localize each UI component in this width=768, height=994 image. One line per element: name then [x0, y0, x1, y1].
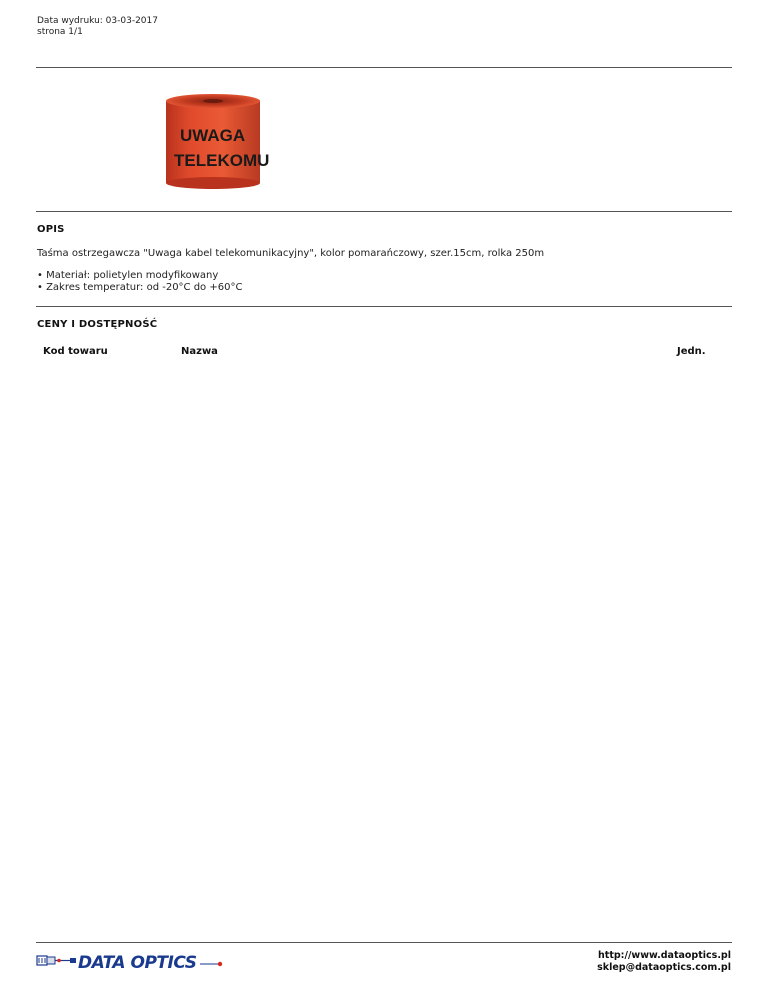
column-header-unit: Jedn. [677, 346, 706, 357]
divider [36, 942, 732, 943]
column-header-name: Nazwa [181, 346, 218, 357]
feature-item: • Materiał: polietylen modyfikowany [37, 270, 219, 281]
divider [36, 67, 732, 68]
data-optics-logo [36, 949, 226, 973]
description-title: OPIS [37, 224, 65, 235]
tape-print-line2: TELEKOMU [174, 151, 270, 170]
tape-print-line1: UWAGA [180, 126, 246, 145]
print-date: Data wydruku: 03-03-2017 [37, 16, 158, 26]
product-image [128, 83, 292, 195]
column-header-code: Kod towaru [43, 346, 108, 357]
prices-title: CENY I DOSTĘPNOŚĆ [37, 319, 158, 330]
website-link[interactable]: http://www.dataoptics.pl [598, 950, 731, 961]
page-number: strona 1/1 [37, 27, 83, 37]
logo-dot-icon [218, 962, 222, 966]
feature-item: • Zakres temperatur: od -20°C do +60°C [37, 282, 243, 293]
description-text: Taśma ostrzegawcza "Uwaga kabel telekomunikacyjny", kolor pomarańczowy, szer.15cm, rolka 250m [37, 248, 545, 259]
logo-text: DATA OPTICS [78, 953, 197, 973]
divider [36, 306, 732, 307]
divider [36, 211, 732, 212]
email-link[interactable]: sklep@dataoptics.com.pl [597, 962, 731, 973]
fiber-connector-icon [37, 956, 76, 965]
